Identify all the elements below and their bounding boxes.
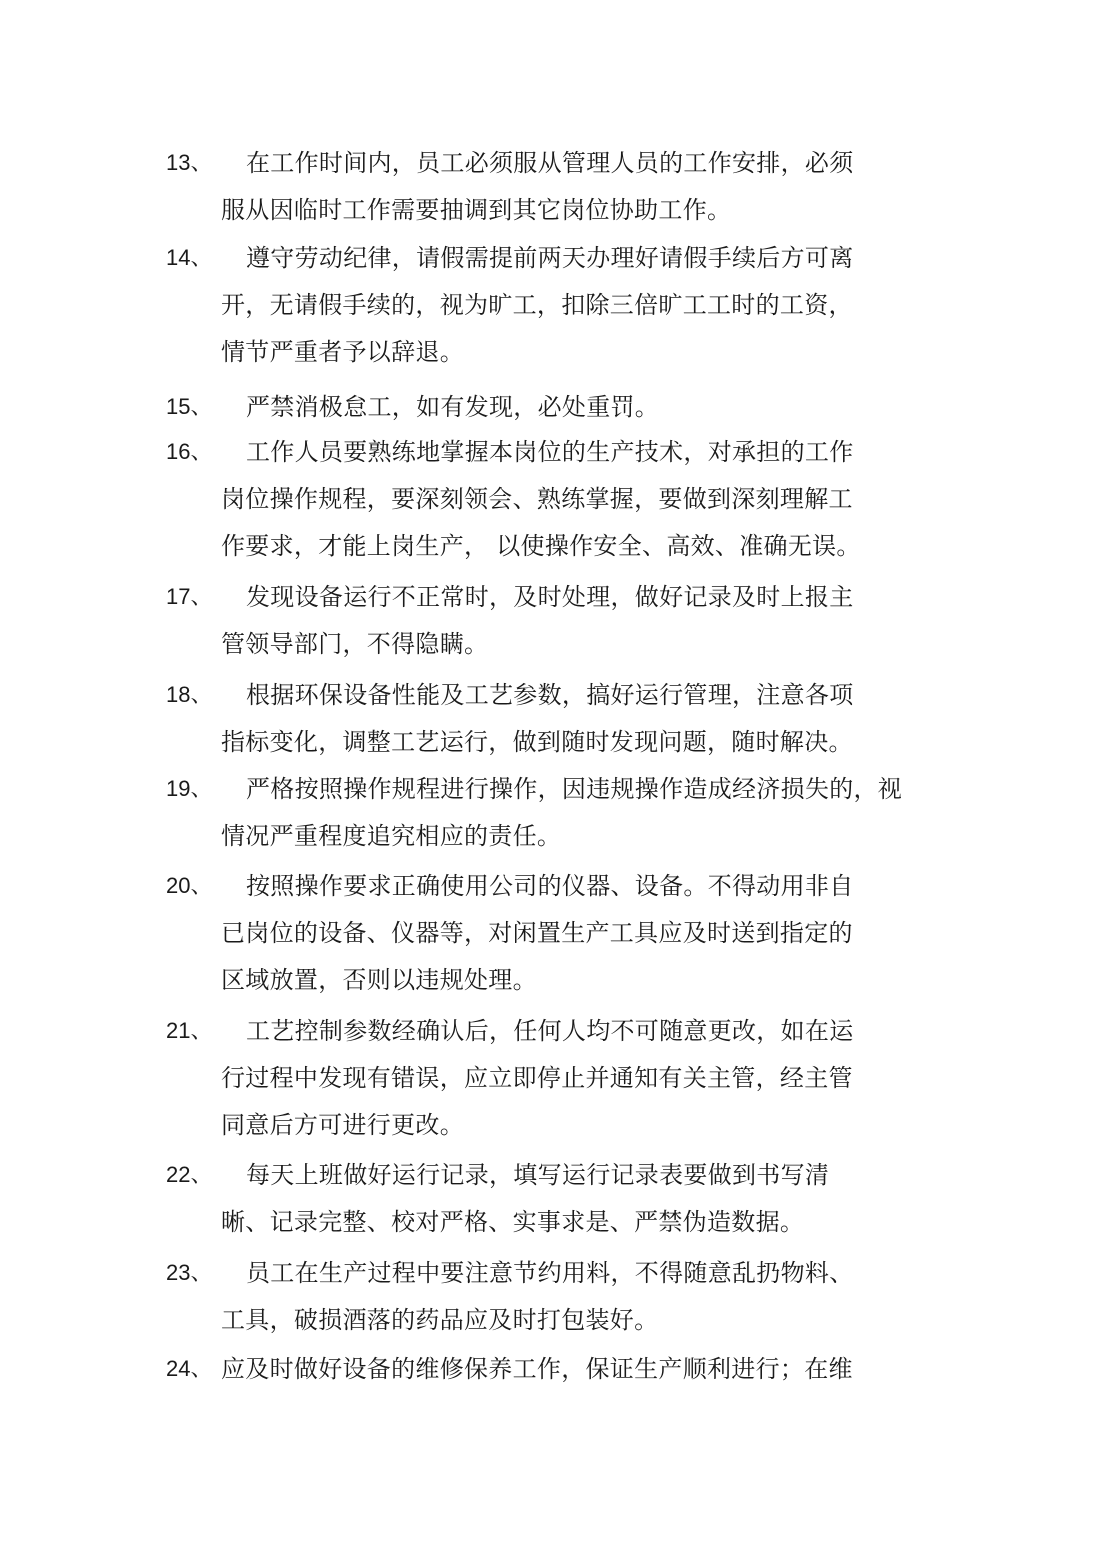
- item-text-line: 应及时做好设备的维修保养工作，保证生产顺利进行；在维: [221, 1355, 853, 1383]
- item-text-line: 行过程中发现有错误，应立即停止并通知有关主管，经主管: [221, 1064, 853, 1092]
- item-number: 14、: [166, 245, 213, 270]
- item-text-line: 区域放置，否则以违规处理。: [221, 966, 537, 994]
- item-text-line: 同意后方可进行更改。: [221, 1111, 464, 1139]
- item-text-line: 按照操作要求正确使用公司的仪器、设备。不得动用非自: [246, 872, 854, 900]
- item-number: 15、: [166, 394, 213, 419]
- item-number: 16、: [166, 439, 213, 464]
- item-text-line: 晰、记录完整、校对严格、实事求是、严禁伪造数据。: [221, 1208, 805, 1236]
- item-text-line: 管领导部门，不得隐瞒。: [221, 630, 489, 658]
- item-text-line: 岗位操作规程，要深刻领会、熟练掌握，要做到深刻理解工: [221, 485, 853, 513]
- item-text-line: 员工在生产过程中要注意节约用料，不得随意乱扔物料、: [246, 1259, 854, 1287]
- item-text-line: 严禁消极怠工，如有发现，必处重罚。: [246, 393, 660, 421]
- item-number: 13、: [166, 150, 213, 175]
- item-text-line: 每天上班做好运行记录，填写运行记录表要做到书写清: [246, 1161, 830, 1189]
- item-number: 22、: [166, 1162, 213, 1187]
- item-text-line: 情况严重程度追究相应的责任。: [221, 822, 562, 850]
- item-text-line: 情节严重者予以辞退。: [221, 338, 464, 366]
- item-text-line: 严格按照操作规程进行操作，因违规操作造成经济损失的，视: [246, 775, 903, 803]
- item-text-line: 已岗位的设备、仪器等，对闲置生产工具应及时送到指定的: [221, 919, 853, 947]
- item-text-line: 工艺控制参数经确认后，任何人均不可随意更改，如在运: [246, 1017, 854, 1045]
- item-number: 19、: [166, 776, 213, 801]
- item-text-line: 根据环保设备性能及工艺参数，搞好运行管理，注意各项: [246, 681, 854, 709]
- item-text-line: 在工作时间内，员工必须服从管理人员的工作安排，必须: [246, 149, 854, 177]
- item-text-line: 遵守劳动纪律，请假需提前两天办理好请假手续后方可离: [246, 244, 854, 272]
- item-number: 18、: [166, 682, 213, 707]
- item-number: 20、: [166, 873, 213, 898]
- item-text-line: 指标变化，调整工艺运行，做到随时发现问题，随时解决。: [221, 728, 853, 756]
- item-text-line: 开，无请假手续的，视为旷工，扣除三倍旷工工时的工资，: [221, 291, 853, 319]
- item-text-line: 发现设备运行不正常时，及时处理，做好记录及时上报主: [246, 583, 854, 611]
- item-text-line: 工具，破损酒落的药品应及时打包装好。: [221, 1306, 659, 1334]
- item-text-line: 作要求，才能上岗生产， 以使操作安全、高效、准确无误。: [221, 532, 861, 560]
- item-number: 23、: [166, 1260, 213, 1285]
- item-text-line: 服从因临时工作需要抽调到其它岗位协助工作。: [221, 196, 732, 224]
- item-number: 21、: [166, 1018, 213, 1043]
- item-number: 24、: [166, 1356, 213, 1381]
- item-number: 17、: [166, 584, 213, 609]
- item-text-line: 工作人员要熟练地掌握本岗位的生产技术，对承担的工作: [246, 438, 854, 466]
